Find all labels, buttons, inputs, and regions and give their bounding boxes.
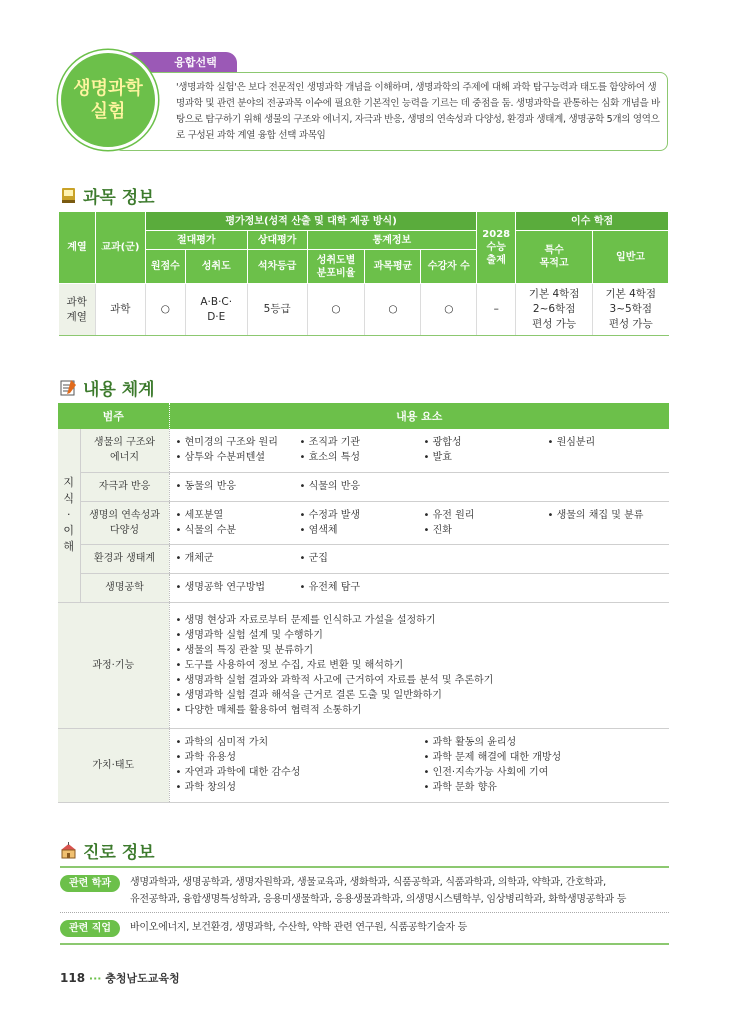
- page-number: 118: [60, 971, 86, 985]
- header-group: 계열: [59, 212, 96, 284]
- table-row: [58, 472, 669, 501]
- header-credit: 이수 학점: [516, 212, 669, 231]
- category-items: • 세포분열 • 수정과 발생 • 유전 원리 • 생물의 채집 및 분류 • 식물의 수분 • 염색체 • 진화: [169, 501, 669, 544]
- subject-title-line2: 실험: [90, 101, 126, 122]
- content-table: [58, 403, 669, 803]
- cell-subject: 과학: [95, 284, 145, 336]
- category-tab: 융합선택: [124, 52, 237, 73]
- values-label: 가치·태도: [58, 728, 169, 802]
- category-name: 생명공학: [80, 573, 169, 602]
- header-special: 특수 목적고: [516, 231, 593, 284]
- subject-description: '생명과학 실험'은 보다 전문적인 생명과학 개념을 이해하며, 생명과학의 주제에 대해 과학 탐구능력과 태도를 함양하여 생명과학 및 관련 분야의 전공과목 이수에 필요한 기본적인 능력을 기르는 데 중점을 둠. 생명과학을 관통하는 심화 개념을 바탕으로 탐구하기 위해 생물의 구조와 에너지, 자극과 반응, 생명의 연속성과 다양성, 환경과 생태계, 생명공학 5개의 영역으로 구성된 과학 계열 융합 선택 과목임: [176, 82, 660, 141]
- table-row: [58, 573, 669, 602]
- knowledge-label: 지 식 · 이 해: [58, 429, 80, 602]
- category-name: 생물의 구조와 에너지: [80, 429, 169, 472]
- section-subject-info: [60, 183, 155, 208]
- category-items: • 현미경의 구조와 원리 • 조직과 기관 • 광합성 • 원심분리 • 삼투와 수분퍼텐셜 • 효소의 특성 • 발효: [169, 429, 669, 472]
- book-icon: [60, 187, 77, 204]
- header-subject: 교과(군): [95, 212, 145, 284]
- career-divider: [60, 912, 669, 913]
- cell-group: 과학 계열: [59, 284, 96, 336]
- header-elements: 내용 요소: [169, 403, 669, 429]
- table-row: [58, 501, 669, 544]
- footer-separator: ···: [88, 972, 102, 985]
- process-items: • 생명 현상과 자료로부터 문제를 인식하고 가설을 설정하기 • 생명과학 실험 설계 및 수행하기 • 생물의 특징 관찰 및 분류하기 • 도구를 사용하여 정보 수집, 자료 변환 및 해석하기 • 생명과학 실험 결과와 과학적 사고에 근거하여 자료를 분석 및 추론하기 • 생명과학 실험 결과 해석을 근거로 결론 도출 및 일반화하기 • 다양한 매체를 활용하여 협력적 소통하기: [169, 602, 669, 728]
- cell-count: ○: [421, 284, 477, 336]
- school-icon: [60, 842, 77, 859]
- page-footer: [60, 970, 180, 986]
- category-items: • 개체군 • 군집: [169, 544, 669, 573]
- checklist-icon: [60, 379, 77, 396]
- section-title: 과목 정보: [83, 188, 155, 208]
- subject-badge: [58, 50, 158, 150]
- section-content-system: [60, 375, 155, 400]
- header-distribution: 성취도별 분포비율: [307, 250, 365, 284]
- header-count: 수강자 수: [421, 250, 477, 284]
- cell-special: 기본 4학점 2~6학점 편성 가능: [516, 284, 593, 336]
- section-title: 내용 체계: [83, 380, 155, 400]
- cell-achievement: A·B·C· D·E: [185, 284, 247, 336]
- header-general: 일반고: [593, 231, 669, 284]
- subject-title-line1: 생명과학: [73, 78, 143, 99]
- process-label: 과정·기능: [58, 602, 169, 728]
- header-statistics: 통계정보: [307, 231, 477, 250]
- category-items: • 동물의 반응 • 식물의 반응: [169, 472, 669, 501]
- table-row: [58, 728, 669, 802]
- dept-list: 생명과학과, 생명공학과, 생명자원학과, 생물교육과, 생화학과, 식품공학과, 식품과학과, 의학과, 약학과, 간호학과, 유전공학과, 융합생명특성학과, 응용미생물학과, 응용생물과학과, 의생명시스템학부, 임상병리학과, 화학생명공학과 등: [130, 877, 627, 905]
- values-items: • 과학의 심미적 가치 • 과학 활동의 윤리성 • 과학 유용성 • 과학 문제 해결에 대한 개방성 • 자연과 과학에 대한 감수성 • 인전·지속가능 사회에 기여 • 과학 창의성 • 과학 문화 향유: [169, 728, 669, 802]
- table-row: [58, 544, 669, 573]
- category-name: 생명의 연속성과 다양성: [80, 501, 169, 544]
- footer-org: 충청남도교육청: [105, 972, 180, 985]
- header-category: 범주: [58, 403, 169, 429]
- cell-general: 기본 4학점 3~5학점 편성 가능: [593, 284, 669, 336]
- cell-raw: ○: [145, 284, 185, 336]
- section-title: 진로 정보: [83, 843, 155, 863]
- job-label: 관련 직업: [60, 920, 120, 937]
- category-items: • 생명공학 연구방법 • 유전체 탐구: [169, 573, 669, 602]
- career-departments: [60, 874, 669, 908]
- header-average: 과목평균: [365, 250, 421, 284]
- table-row: [58, 429, 669, 472]
- table-row: [59, 284, 669, 336]
- cell-average: ○: [365, 284, 421, 336]
- header-rank: 석차등급: [247, 250, 307, 284]
- section-career: [60, 838, 155, 863]
- category-name: 환경과 생태계: [80, 544, 169, 573]
- career-bottom-rule: [60, 943, 669, 945]
- header-absolute: 절대평가: [145, 231, 247, 250]
- table-row: [58, 602, 669, 728]
- job-list: 바이오에너지, 보건환경, 생명과학, 수산학, 약학 관련 연구원, 식품공학기술자 등: [130, 922, 467, 933]
- cell-rank: 5등급: [247, 284, 307, 336]
- subject-info-table: [58, 211, 669, 336]
- cell-exam: –: [477, 284, 516, 336]
- dept-label: 관련 학과: [60, 875, 120, 892]
- header-2028: 2028 수능 출제: [477, 212, 516, 284]
- header-eval: 평가정보(성적 산출 및 대학 제공 방식): [145, 212, 476, 231]
- category-name: 자극과 반응: [80, 472, 169, 501]
- header-relative: 상대평가: [247, 231, 307, 250]
- header-raw: 원점수: [145, 250, 185, 284]
- header-achievement: 성취도: [185, 250, 247, 284]
- cell-distribution: ○: [307, 284, 365, 336]
- career-jobs: [60, 919, 669, 937]
- career-top-rule: [60, 866, 669, 868]
